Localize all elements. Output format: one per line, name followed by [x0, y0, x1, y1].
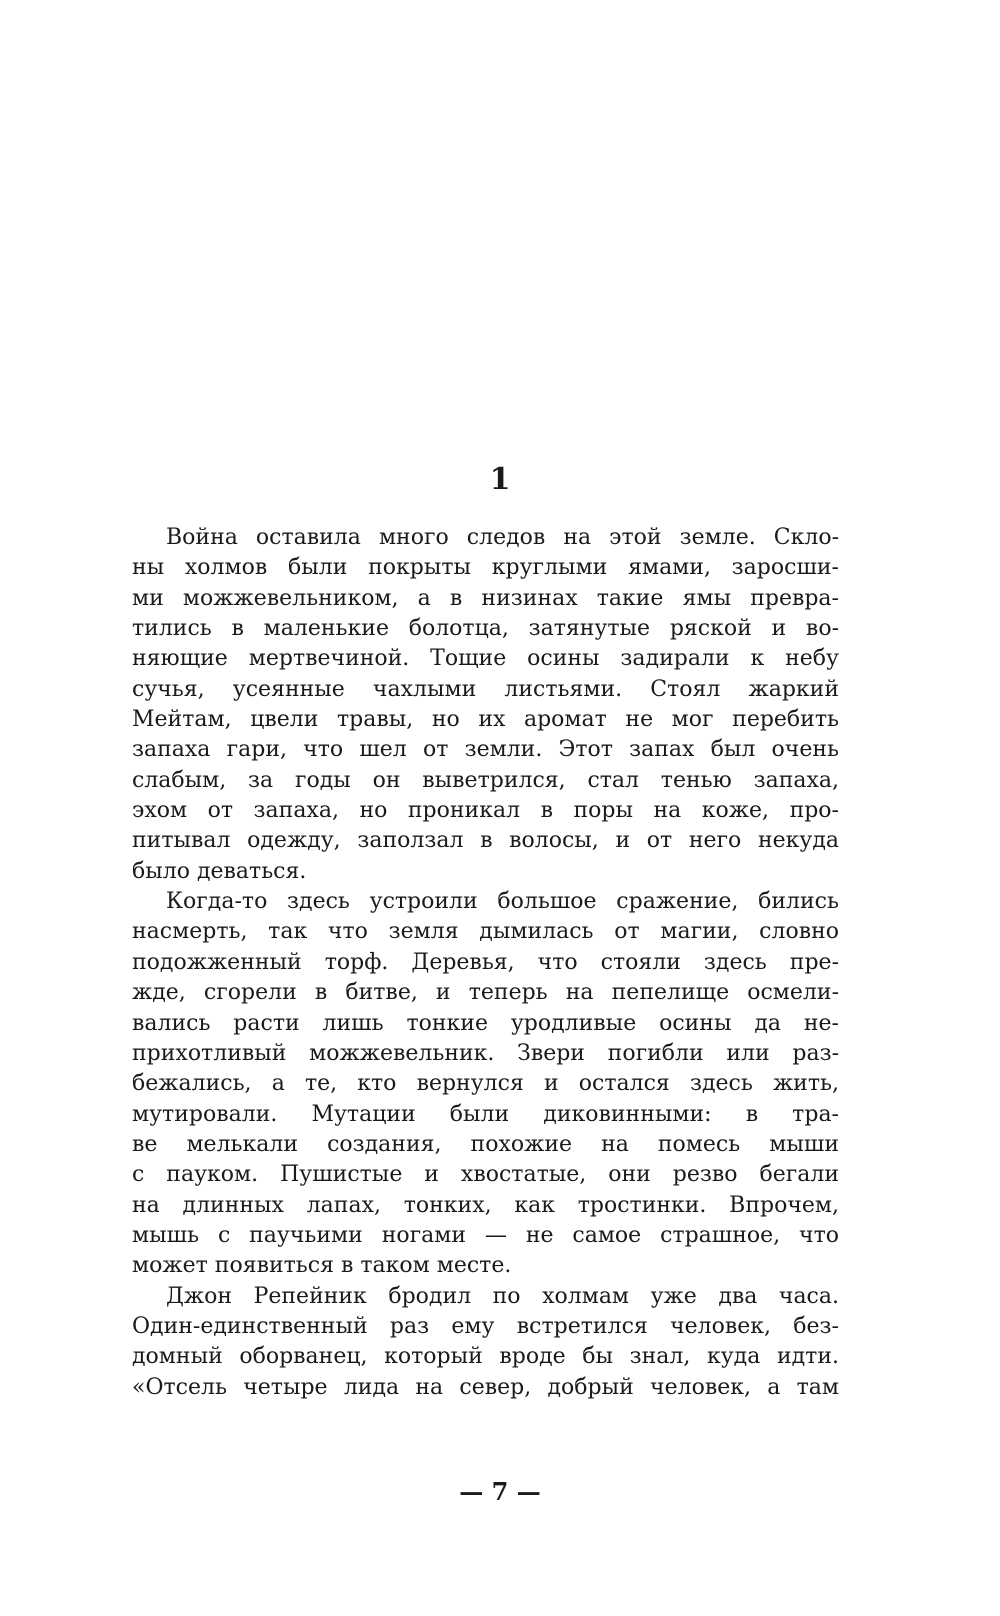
text-line: Мейтам, цвели травы, но их аромат не мог перебить	[132, 707, 839, 733]
text-line: эхом от запаха, но проникал в поры на коже, про-	[132, 798, 839, 824]
text-line: Один-единственный раз ему встретился человек, без-	[132, 1313, 839, 1339]
text-line: слабым, за годы он выветрился, стал тенью запаха,	[132, 767, 839, 793]
text-line: мутировали. Мутации были диковинными: в тра-	[132, 1101, 839, 1127]
text-line: «Отсель четыре лида на север, добрый человек, а там	[132, 1374, 839, 1400]
text-line: было деваться.	[132, 858, 307, 884]
text-line: Когда-то здесь устроили большое сражение, бились	[166, 889, 839, 915]
text-line: прихотливый можжевельник. Звери погибли или раз-	[132, 1040, 839, 1066]
text-line: домный оборванец, который вроде бы знал, куда идти.	[132, 1344, 839, 1370]
text-line: с пауком. Пушистые и хвостатые, они резво бегали	[132, 1162, 839, 1188]
text-line: бежались, а те, кто вернулся и остался здесь жить,	[132, 1071, 839, 1097]
paragraph	[132, 887, 839, 1281]
text-line: запаха гари, что шел от земли. Этот запах был очень	[132, 737, 839, 763]
text-line: ны холмов были покрыты круглыми ямами, заросши-	[132, 555, 839, 581]
text-line: Джон Репейник бродил по холмам уже два часа.	[166, 1283, 839, 1309]
text-line: вались расти лишь тонкие уродливые осины да не-	[132, 1010, 839, 1036]
text-line: подожженный торф. Деревья, что стояли здесь пре-	[132, 949, 839, 975]
text-line: насмерть, так что земля дымилась от магии, словно	[132, 919, 839, 945]
text-line: жде, сгорели в битве, и теперь на пепелище осмели-	[132, 980, 839, 1006]
text-line: няющие мертвечиной. Тощие осины задирали к небу	[132, 646, 839, 672]
paragraph	[132, 523, 839, 887]
text-line: ми можжевельником, а в низинах такие ямы превра-	[132, 585, 839, 611]
text-line: сучья, усеянные чахлыми листьями. Стоял жаркий	[132, 676, 839, 702]
text-line: может появиться в таком месте.	[132, 1253, 512, 1279]
text-line: питывал одежду, заползал в волосы, и от него некуда	[132, 828, 839, 854]
paragraph	[132, 1282, 839, 1403]
chapter-number: 1	[489, 462, 511, 497]
text-line: ве мелькали создания, похожие на помесь мыши	[132, 1131, 839, 1157]
chapter-text	[132, 523, 839, 1403]
text-line: тились в маленькие болотца, затянутые ряской и во-	[132, 616, 839, 642]
text-line: Война оставила много следов на этой земле. Скло-	[166, 525, 839, 550]
page-number: — 7 —	[459, 1477, 541, 1506]
text-line: мышь с паучьими ногами — не самое страшное, что	[132, 1222, 839, 1248]
text-line: на длинных лапах, тонких, как тростинки. Впрочем,	[132, 1192, 839, 1218]
